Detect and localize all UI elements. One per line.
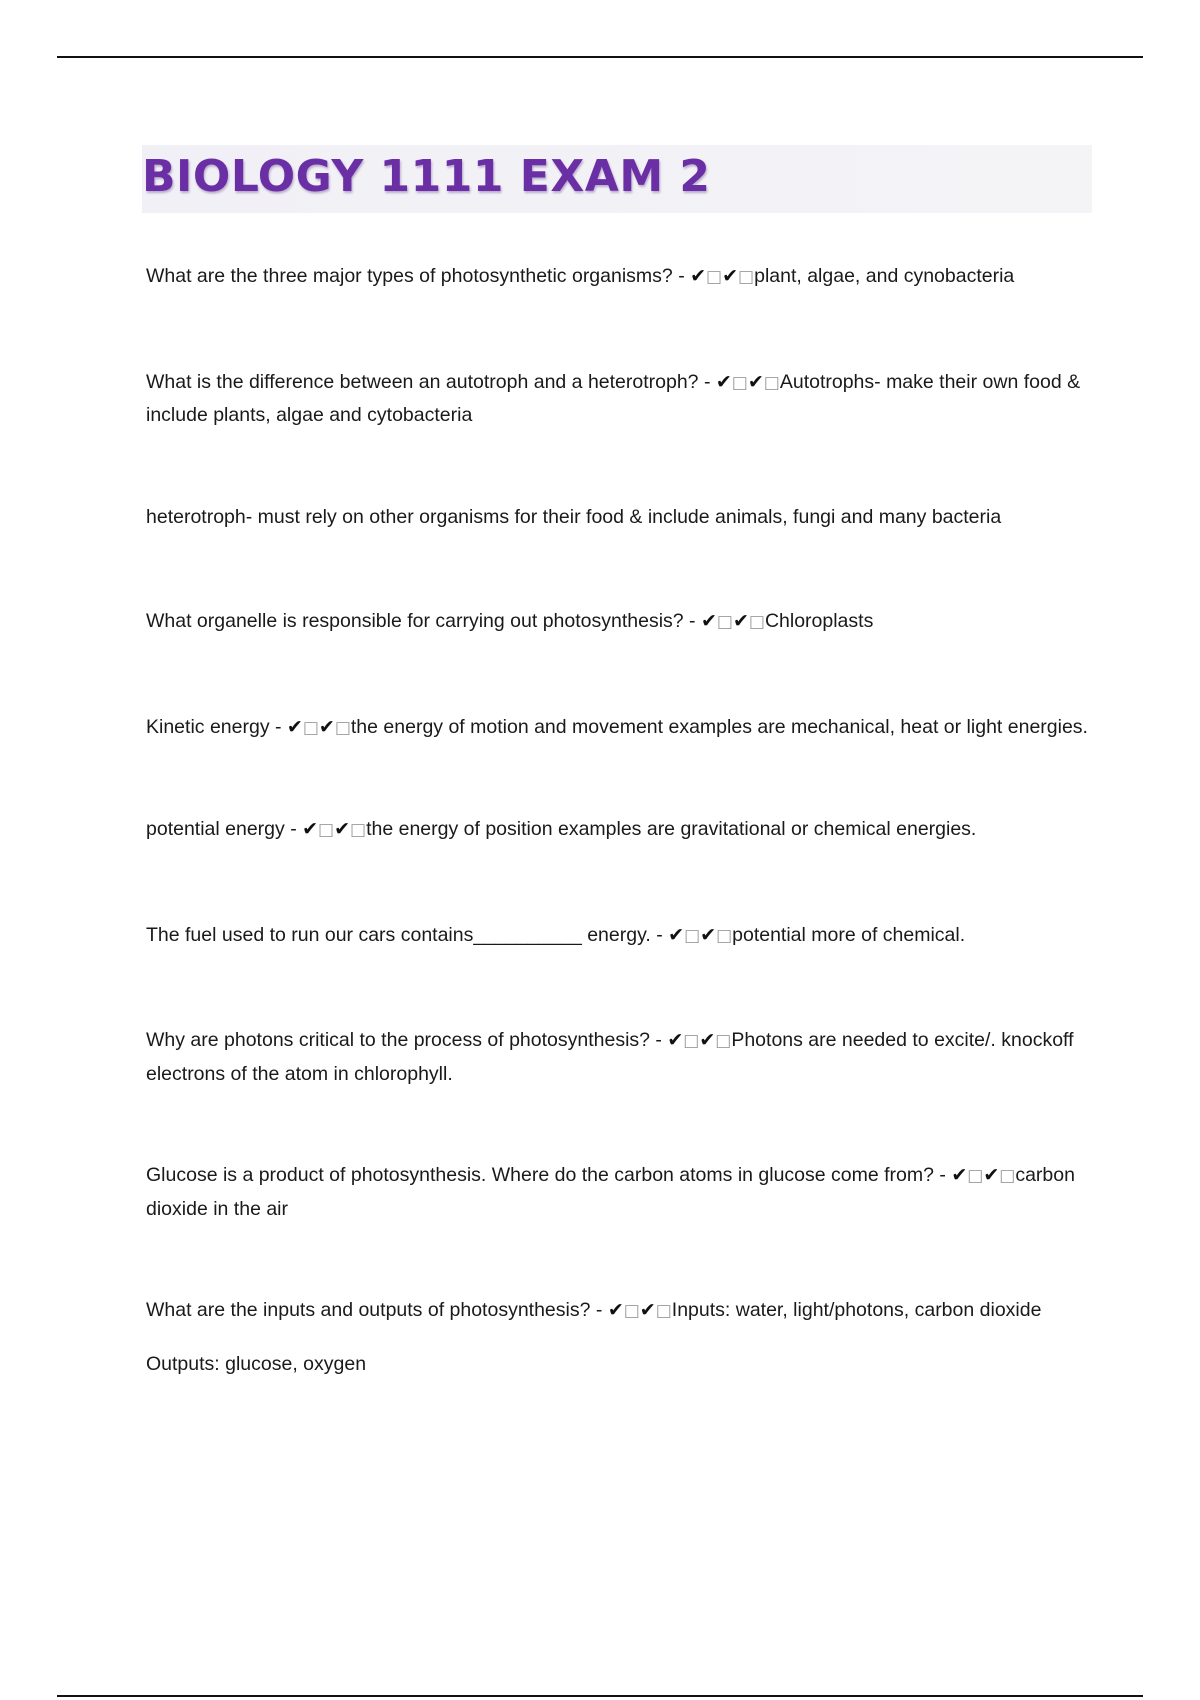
check-icon: ✔ (607, 1299, 624, 1321)
top-rule (57, 56, 1143, 58)
box-icon: □ (715, 1031, 732, 1051)
check-icon: ✔ (699, 1029, 716, 1051)
box-icon: □ (716, 925, 733, 946)
box-icon: □ (683, 1031, 700, 1051)
separator: - (590, 1299, 608, 1321)
answer-text: the energy of motion and movement examples are mechanical, heat or light energies. (350, 715, 1088, 738)
check-icon: ✔ (722, 265, 739, 287)
box-icon: □ (655, 1301, 672, 1321)
question-text: Kinetic energy (146, 715, 270, 738)
qa-item-4 (146, 605, 1106, 639)
qa-item-9 (146, 1159, 1106, 1225)
answer-text: carbon dioxide in the air (146, 1164, 1075, 1220)
answer-text: Inputs: water, light/photons, carbon dioxide (671, 1299, 1042, 1321)
question-text: The fuel used to run our cars contains__________ energy. (146, 923, 651, 946)
answer-text: Chloroplasts (764, 610, 874, 632)
check-icon: ✔ (668, 923, 685, 946)
box-icon: □ (967, 1166, 984, 1186)
check-icon: ✔ (690, 265, 707, 287)
qa-item-2 (146, 366, 1106, 432)
box-icon: □ (684, 925, 701, 946)
box-icon: □ (350, 820, 367, 840)
box-icon: □ (738, 267, 755, 287)
box-icon: □ (999, 1166, 1016, 1186)
question-text: Why are photons critical to the process of photosynthesis? (146, 1029, 651, 1051)
separator: - (683, 610, 701, 632)
check-icon: ✔ (667, 1029, 684, 1051)
title-banner (142, 145, 1092, 213)
check-icon: ✔ (286, 715, 303, 738)
check-icon: ✔ (302, 818, 319, 840)
check-icon: ✔ (715, 370, 732, 393)
question-text: What are the three major types of photosynthetic organisms? (146, 265, 673, 287)
box-icon: □ (763, 372, 780, 393)
check-icon: ✔ (983, 1164, 1000, 1186)
check-icon: ✔ (732, 610, 749, 632)
separator: - (934, 1164, 952, 1186)
check-icon: ✔ (747, 370, 764, 393)
separator: - (269, 715, 287, 738)
answer-text: Autotrophs- make their own food & include plants, algae and cytobacteria (146, 370, 1081, 426)
paragraph-text: Outputs: glucose, oxygen (146, 1352, 367, 1375)
answer-text: the energy of position examples are gravitational or chemical energies. (366, 818, 977, 840)
answer-text: Photons are needed to excite/. knockoff electrons of the atom in chlorophyll. (146, 1029, 1074, 1085)
check-icon: ✔ (639, 1299, 656, 1321)
text-item-3 (146, 501, 1106, 534)
qa-item-5 (146, 711, 1106, 745)
separator: - (284, 818, 303, 840)
box-icon: □ (716, 612, 733, 632)
box-icon: □ (731, 372, 748, 393)
answer-text: potential more of chemical. (732, 923, 966, 946)
qa-item-6 (146, 813, 1106, 847)
text-item-11 (146, 1348, 1106, 1381)
question-text: Glucose is a product of photosynthesis. Where do the carbon atoms in glucose come from? (146, 1164, 934, 1186)
separator: - (650, 923, 669, 946)
separator: - (672, 265, 691, 287)
check-icon: ✔ (951, 1164, 968, 1186)
check-icon: ✔ (318, 715, 335, 738)
check-icon: ✔ (700, 610, 717, 632)
check-icon: ✔ (700, 923, 717, 946)
box-icon: □ (623, 1301, 640, 1321)
separator: - (650, 1029, 668, 1051)
qa-list (146, 260, 1106, 1380)
box-icon: □ (706, 267, 723, 287)
page-title: BIOLOGY 1111 EXAM 2 (142, 151, 711, 202)
qa-item-10 (146, 1294, 1106, 1328)
answer-text: plant, algae, and cynobacteria (754, 265, 1015, 287)
bottom-rule (57, 1695, 1143, 1697)
box-icon: □ (334, 717, 351, 738)
paragraph-text: heterotroph- must rely on other organisms for their food & include animals, fungi and many bacteria (146, 505, 1002, 528)
qa-item-8 (146, 1024, 1106, 1090)
box-icon: □ (302, 717, 319, 738)
box-icon: □ (318, 820, 335, 840)
question-text: What are the inputs and outputs of photosynthesis? (146, 1299, 591, 1321)
box-icon: □ (748, 612, 765, 632)
question-text: potential energy (146, 818, 285, 840)
separator: - (698, 370, 716, 393)
question-text: What is the difference between an autotroph and a heterotroph? (146, 370, 699, 393)
check-icon: ✔ (334, 818, 351, 840)
question-text: What organelle is responsible for carrying out photosynthesis? (146, 610, 684, 632)
qa-item-7 (146, 919, 1106, 953)
qa-item-1 (146, 260, 1106, 294)
